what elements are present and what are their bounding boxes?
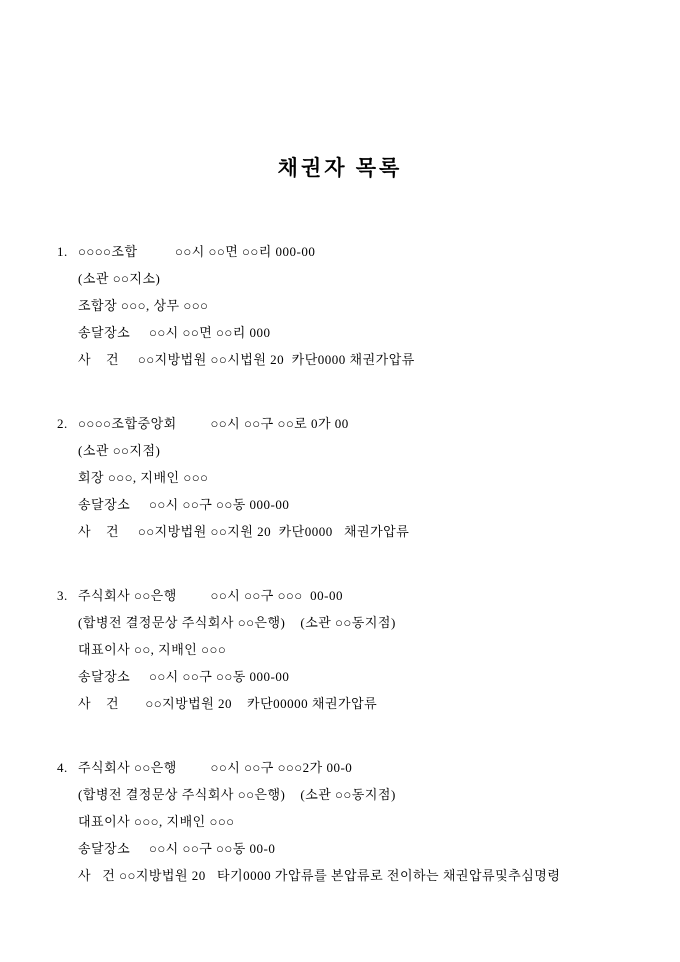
entry-branch-line: (소관 ○○지점) xyxy=(78,443,161,458)
entry-case-line: 사 건 ○○지방법원 20 카단00000 채권가압류 xyxy=(78,696,378,711)
creditor-entry-2 xyxy=(57,410,680,545)
entry-service-address-line: 송달장소 ○○시 ○○구 ○○동 000-00 xyxy=(78,497,290,512)
creditor-entry-3 xyxy=(57,582,680,717)
entry-name-address: ○○○○조합 ○○시 ○○면 ○○리 000-00 xyxy=(78,244,316,259)
entry-representative-line: 대표이사 ○○○, 지배인 ○○○ xyxy=(78,814,235,829)
creditor-entry-1 xyxy=(57,238,680,373)
entry-merger-branch-line: (합병전 결정문상 주식회사 ○○은행) (소관 ○○동지점) xyxy=(78,615,396,630)
entry-service-address-line: 송달장소 ○○시 ○○면 ○○리 000 xyxy=(78,325,271,340)
creditor-list xyxy=(57,238,680,889)
entry-number: 1. xyxy=(57,244,68,259)
entry-name-address: ○○○○조합중앙회 ○○시 ○○구 ○○로 0가 00 xyxy=(78,416,349,431)
entry-name-address-line xyxy=(57,410,680,437)
creditor-entry-4 xyxy=(57,754,680,889)
entry-name-address-line xyxy=(57,582,680,609)
entry-branch-line: (소관 ○○지소) xyxy=(78,271,161,286)
entry-name-address: 주식회사 ○○은행 ○○시 ○○구 ○○○2가 00-0 xyxy=(78,760,353,775)
entry-name-address-line xyxy=(57,754,680,781)
entry-number: 3. xyxy=(57,588,68,603)
entry-representative-line: 조합장 ○○○, 상무 ○○○ xyxy=(78,298,209,313)
entry-number: 4. xyxy=(57,760,68,775)
entry-case-line: 사 건 ○○지방법원 ○○시법원 20 카단0000 채권가압류 xyxy=(78,352,415,367)
entry-service-address-line: 송달장소 ○○시 ○○구 ○○동 00-0 xyxy=(78,841,276,856)
entry-case-line: 사 건 ○○지방법원 ○○지원 20 카단0000 채권가압류 xyxy=(78,524,410,539)
entry-case-line: 사 건 ○○지방법원 20 타기0000 가압류를 본압류로 전이하는 채권압류및추심명령 xyxy=(78,868,561,883)
entry-representative-line: 회장 ○○○, 지배인 ○○○ xyxy=(78,470,209,485)
document-title: 채권자 목록 xyxy=(277,156,403,180)
entry-name-address: 주식회사 ○○은행 ○○시 ○○구 ○○○ 00-00 xyxy=(78,588,343,603)
entry-merger-branch-line: (합병전 결정문상 주식회사 ○○은행) (소관 ○○동지점) xyxy=(78,787,396,802)
entry-representative-line: 대표이사 ○○, 지배인 ○○○ xyxy=(78,642,227,657)
entry-name-address-line xyxy=(57,238,680,265)
entry-service-address-line: 송달장소 ○○시 ○○구 ○○동 000-00 xyxy=(78,669,290,684)
entry-number: 2. xyxy=(57,416,68,431)
